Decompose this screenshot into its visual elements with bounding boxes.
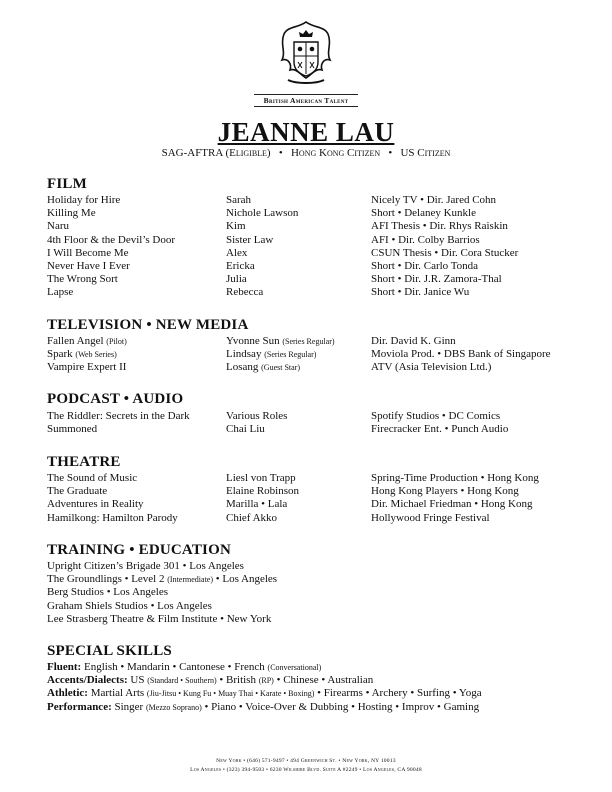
- credit-production: Hollywood Fringe Festival: [371, 511, 490, 524]
- credit-production: Short • Delaney Kunkle: [371, 207, 476, 220]
- credit-row: [47, 194, 577, 207]
- training-item: [47, 573, 577, 586]
- credit-row: [47, 247, 577, 260]
- credit-role: Various Roles: [226, 410, 288, 422]
- training-item: Upright Citizen’s Brigade 301 • Los Angeles: [47, 560, 244, 572]
- credit-role: Chief Akko: [226, 511, 278, 524]
- section-title-theatre: THEATRE: [47, 454, 121, 470]
- credit-row: [47, 485, 577, 498]
- credit-role-text: Yvonne Sun: [226, 335, 280, 347]
- credit-title: I Will Become Me: [47, 246, 129, 259]
- credit-role-note: (Series Regular): [282, 337, 335, 346]
- training-text: The Groundlings • Level 2: [47, 573, 165, 586]
- credit-title: Hamilkong: Hamilton Parody: [47, 511, 178, 524]
- agency-rule-top: [254, 94, 358, 95]
- credit-title: Killing Me: [47, 207, 96, 220]
- credit-title: The Graduate: [47, 485, 108, 498]
- credit-title: The Sound of Music: [47, 472, 138, 484]
- credit-role: Ericka: [226, 259, 255, 272]
- credit-role: Julia: [226, 273, 247, 286]
- union-sag: SAG-AFTRA: [161, 147, 223, 159]
- credit-role: Nichole Lawson: [226, 207, 299, 220]
- union-sep-2: •: [388, 147, 393, 159]
- credit-role: Alex: [226, 246, 248, 259]
- skills-performance: [47, 701, 577, 714]
- credit-role: Sister Law: [226, 233, 274, 246]
- credit-role-note: (Guest Star): [261, 363, 301, 373]
- skills-accents: [47, 674, 577, 687]
- union-us: US Citizen: [400, 147, 451, 159]
- actor-name: JEANNE LAU: [217, 117, 395, 147]
- skills-note: (Jiu-Jitsu • Kung Fu • Muay Thai • Karate • Boxing): [146, 689, 315, 699]
- credit-production: Short • Dir. Carlo Tonda: [371, 259, 479, 272]
- credit-row: [47, 234, 577, 247]
- skills-note: (Standard • Southern): [147, 676, 217, 686]
- training-item: Berg Studios • Los Angeles: [47, 586, 168, 599]
- credit-row: [47, 512, 577, 525]
- skills-text: • Piano • Voice-Over & Dubbing • Hosting • Improv • Gaming: [204, 700, 480, 713]
- credit-role: Elaine Robinson: [226, 485, 300, 498]
- credit-role: Sarah: [226, 194, 252, 206]
- training-note: (Intermediate): [167, 575, 213, 585]
- credit-production: Short • Dir. J.R. Zamora-Thal: [371, 273, 502, 286]
- credit-production: Dir. David K. Ginn: [371, 335, 456, 347]
- agency-name: British American Talent: [263, 96, 349, 105]
- credit-row: [47, 423, 577, 436]
- credit-production: Moviola Prod. • DBS Bank of Singapore: [371, 348, 551, 361]
- section-title-training: TRAINING • EDUCATION: [47, 542, 231, 558]
- credit-title-text: Spark: [47, 348, 73, 361]
- training-location: • Los Angeles: [215, 573, 278, 586]
- credit-production: Spotify Studios • DC Comics: [371, 410, 501, 422]
- credit-production: AFI • Dir. Colby Barrios: [371, 233, 480, 246]
- credit-row: [47, 273, 577, 286]
- credit-production: ATV (Asia Television Ltd.): [371, 361, 492, 374]
- skills-label: Accents/Dialects:: [47, 674, 128, 687]
- credit-row: [47, 260, 577, 273]
- skills-fluent: [47, 661, 577, 674]
- credit-production: AFI Thesis • Dir. Rhys Raiskin: [371, 220, 508, 233]
- credit-production: Short • Dir. Janice Wu: [371, 286, 470, 299]
- credit-row: [47, 335, 577, 348]
- credit-title-text: Fallen Angel: [47, 335, 104, 347]
- credit-role: [226, 335, 371, 348]
- section-title-podcast: PODCAST • AUDIO: [47, 391, 184, 407]
- credit-production: Dir. Michael Friedman • Hong Kong: [371, 498, 533, 511]
- skills-text: US: [130, 674, 145, 687]
- credit-production: Spring-Time Production • Hong Kong: [371, 472, 539, 484]
- credit-role-note: (Series Regular): [264, 350, 317, 360]
- credit-role: Liesl von Trapp: [226, 472, 296, 484]
- credit-production: Firecracker Ent. • Punch Audio: [371, 423, 509, 436]
- union-sep-1: •: [278, 147, 283, 159]
- skills-athletic: [47, 687, 577, 700]
- skills-note: (Conversational): [267, 663, 322, 672]
- skills-text: • Firearms • Archery • Surfing • Yoga: [317, 687, 482, 700]
- credit-role-text: Lindsay: [226, 348, 262, 361]
- agency-rule-bottom: [254, 106, 358, 107]
- training-item: Lee Strasberg Theatre & Film Institute • New York: [47, 612, 272, 625]
- credit-title: The Wrong Sort: [47, 273, 118, 286]
- credit-row: [47, 220, 577, 233]
- credit-role: Kim: [226, 220, 246, 233]
- union-status: [0, 147, 612, 159]
- union-hk: Hong Kong Citizen: [290, 147, 381, 159]
- skills-text: • Chinese • Australian: [276, 674, 374, 687]
- credit-row: [47, 286, 577, 299]
- footer-new-york: New York • (646) 571-9497 • 494 Greenwich St. • New York, NY 10013: [216, 758, 396, 764]
- credit-title: Never Have I Ever: [47, 259, 130, 272]
- training-list: [47, 560, 577, 626]
- tv-credits: [47, 335, 577, 375]
- credit-title: Holiday for Hire: [47, 194, 121, 206]
- credit-row: [47, 472, 577, 485]
- credit-title: Summoned: [47, 423, 98, 436]
- credit-title-text: Vampire Expert II: [47, 361, 127, 374]
- section-title-film: FILM: [47, 176, 87, 192]
- credit-role: Chai Liu: [226, 423, 265, 436]
- skills-label: Performance:: [47, 700, 112, 713]
- credit-role: [226, 361, 371, 374]
- credit-role-text: Losang: [226, 361, 259, 374]
- section-title-television: TELEVISION • NEW MEDIA: [47, 317, 249, 333]
- skills-text: English • Mandarin • Cantonese • French: [83, 661, 265, 673]
- union-eligible: (Eligible): [225, 147, 271, 159]
- footer-los-angeles: Los Angeles • (323) 394-9503 • 6230 Wilshire Blvd. Suite A #2249 • Los Angeles, CA 90048: [190, 767, 422, 773]
- skills-text: • British: [219, 674, 256, 687]
- section-title-skills: SPECIAL SKILLS: [47, 643, 172, 659]
- skills-label: Fluent:: [47, 661, 82, 673]
- credit-production: CSUN Thesis • Dir. Cora Stucker: [371, 246, 519, 259]
- credit-title: Lapse: [47, 286, 74, 299]
- credit-row: [47, 498, 577, 511]
- skills-note: (Mezzo Soprano): [145, 702, 202, 712]
- credit-title: [47, 335, 226, 348]
- skills-text: Singer: [114, 700, 144, 713]
- credit-row: [47, 207, 577, 220]
- credit-title: The Riddler: Secrets in the Dark: [47, 410, 190, 422]
- credit-role: Marilla • Lala: [226, 498, 288, 511]
- film-credits: [47, 194, 577, 300]
- skills-list: [47, 661, 577, 714]
- credit-title: [47, 361, 226, 374]
- credit-role: Rebecca: [226, 286, 264, 299]
- podcast-credits: [47, 410, 577, 436]
- training-item: Graham Shiels Studios • Los Angeles: [47, 599, 212, 612]
- credit-row: [47, 348, 577, 361]
- credit-title-note: (Pilot): [106, 337, 127, 346]
- credit-production: Nicely TV • Dir. Jared Cohn: [371, 194, 497, 206]
- credit-title: Adventures in Reality: [47, 498, 144, 511]
- skills-note: (RP): [258, 676, 274, 686]
- skills-text: Martial Arts: [90, 687, 145, 700]
- credit-title: 4th Floor & the Devil’s Door: [47, 233, 176, 246]
- credit-production: Hong Kong Players • Hong Kong: [371, 485, 519, 498]
- skills-label: Athletic:: [47, 687, 88, 700]
- credit-row: [47, 361, 577, 374]
- credit-title: [47, 348, 226, 361]
- credit-role: [226, 348, 371, 361]
- credit-title-note: (Web Series): [75, 350, 117, 360]
- credit-row: [47, 410, 577, 423]
- theatre-credits: [47, 472, 577, 525]
- crest-logo: [276, 18, 336, 90]
- credit-title: Naru: [47, 220, 69, 233]
